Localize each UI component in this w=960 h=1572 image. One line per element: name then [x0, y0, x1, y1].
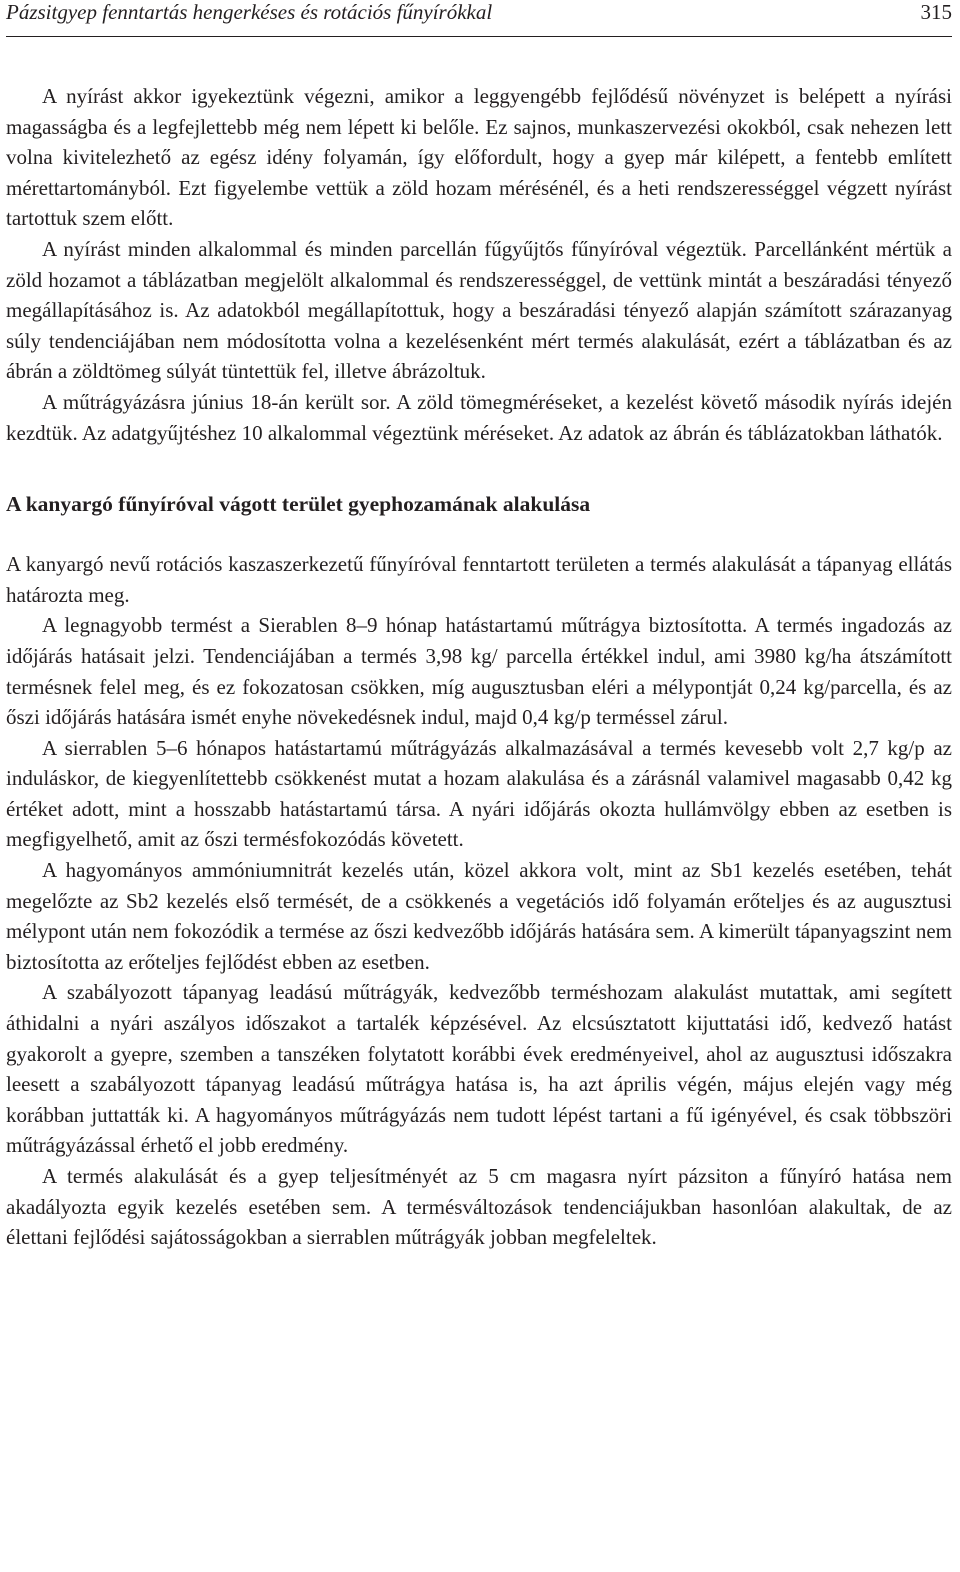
- running-title: Pázsitgyep fenntartás hengerkéses és rotációs fűnyírókkal: [6, 0, 493, 24]
- running-header: [6, 0, 952, 37]
- paragraph: A hagyományos ammóniumnitrát kezelés után, közel akkora volt, mint az Sb1 kezelés esetében, tehát megelőzte az Sb2 kezelés első termését, de a csökkenés a vegetációs idő folyamán erőteljes és az augusztusi mélypont után nem fokozódik a termése az őszi kedvezőbb időjárás hatására sem. A kimerült tápanyagszint nem biztosította az erőteljes fejlődést ebben az esetben.: [6, 858, 952, 974]
- intro-text: [6, 81, 952, 448]
- paragraph: A legnagyobb termést a Sierablen 8–9 hónap hatástartamú műtrágya biztosította. A termés ingadozás az időjárás hatásait jelzi. Tendenciájában a termés 3,98 kg/ parcella értékkel indul, ami 3980 kg/ha átszámított termésnek felel meg, és ez fokozatosan csökken, míg augusztusban eléri a mélypontját 0,24 kg/parcella, és az őszi időjárás hatására ismét enyhe növekedésnek indul, majd 0,4 kg/p terméssel zárul.: [6, 613, 952, 730]
- section: [6, 489, 952, 1253]
- paragraph: A kanyargó nevű rotációs kaszaszerkezetű fűnyíróval fenntartott területen a termés alakulását a tápanyag ellátás határozta meg.: [6, 552, 952, 607]
- paragraph: A szabályozott tápanyag leadású műtrágyák, kedvezőbb terméshozam alakulást mutattak, ami segített áthidalni a nyári aszályos időszakot a tartalék képzésével. Az elcsúsztatott kijuttatási idő, kedvező hatást gyakorolt a gyepre, szemben a tanszéken folytatott korábbi évek eredményeivel, ahol az augusztusi időszakra leesett a szabályozott tápanyag leadású műtrágya hatása is, ha azt április végén, május elején vagy még korábban juttatták ki. A hagyományos műtrágyázás nem tudott lépést tartani a fű igényével, és csak többszöri műtrágyázással érhető el jobb eredmény.: [6, 980, 952, 1158]
- paragraph: A termés alakulását és a gyep teljesítményét az 5 cm magasra nyírt pázsiton a fűnyíró hatása nem akadályozta egyik kezelés esetében sem. A termésváltozások tendenciájukban hasonlóan alakultak, de az élettani fejlődési sajátosságokban a sierrablen műtrágyák jobban megfeleltek.: [6, 1164, 952, 1250]
- section-heading: A kanyargó fűnyíróval vágott terület gyephozamának alakulása: [6, 492, 591, 517]
- paragraph: A műtrágyázásra június 18-án került sor. A zöld tömegméréseket, a kezelést követő második nyírás idején kezdtük. Az adatgyűjtéshez 10 alkalommal végeztünk méréseket. Az adatok az ábrán és táblázatokban láthatók.: [6, 389, 952, 445]
- document-page: [6, 0, 952, 1253]
- paragraph: A sierrablen 5–6 hónapos hatástartamú műtrágyázás alkalmazásával a termés kevesebb volt 2,7 kg/p az induláskor, de kiegyenlítettebb csökkenést mutat a hozam alakulása és a zárásnál valamivel magasabb 0,42 kg értéket adott, mint a hosszabb hatástartamú társa. A nyári időjárás okozta hullámvölgy ebben az esetben is megfigyelhető, amit az őszi termésfokozódás követett.: [6, 735, 952, 852]
- paragraph: A nyírást akkor igyekeztünk végezni, amikor a leggyengébb fejlődésű növényzet is belépett a nyírási magasságba és a legfejlettebb még nem lépett ki belőle. Ez sajnos, munkaszervezési okokból, csak nehezen lett volna kivitelezhető az egész idény folyamán, így előfordult, hogy a gyep már kilépett, a fentebb említett mérettartományból. Ezt figyelembe vettük a zöld hozam mérésénél, és a heti rendszerességgel végzett nyírást tartottuk szem előtt.: [6, 84, 952, 231]
- paragraph: A nyírást minden alkalommal és minden parcellán fűgyűjtős fűnyíróval végeztük. Parcellánként mértük a zöld hozamot a táblázatban megjelölt alkalommal és rendszerességgel, de vettünk mintát a beszáradási tényező megállapításához is. Az adatokból megállapítottuk, hogy a beszáradási tényező alapján számított szárazanyag súly tendenciájában nem módosította volna a kezelésenként mért termés alakulását, ezért a táblázatban és az ábrán a zöldtömeg súlyát tüntettük fel, illetve ábrázoltuk.: [6, 236, 952, 384]
- page-number: 315: [920, 0, 952, 24]
